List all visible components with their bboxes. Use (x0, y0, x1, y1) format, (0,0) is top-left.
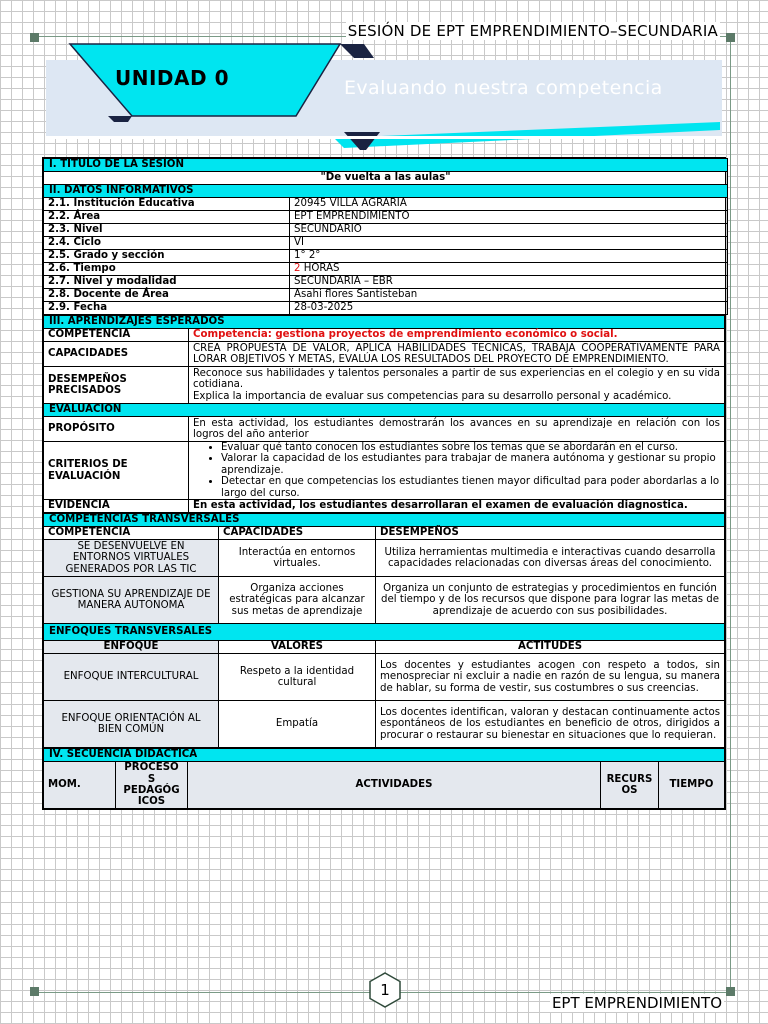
criterios-list (189, 442, 725, 500)
competencia-label: COMPETENCIA (44, 329, 189, 342)
section-secuencia-heading: IV. SECUENCIA DIDÁCTICA (44, 749, 725, 762)
corner-square (30, 33, 39, 42)
session-title: "De vuelta a las aulas" (44, 172, 728, 185)
unit-label: UNIDAD 0 (115, 66, 229, 90)
corner-square (726, 33, 735, 42)
row-value-area: EPT EMPRENDIMIENTO (290, 211, 728, 224)
secuencia-header-recursos: RECURS OS (600, 762, 658, 809)
row-value-grado: 1° 2° (290, 250, 728, 263)
unit-banner (44, 40, 724, 152)
trans-competencia-1: SE DESENVUELVE EN ENTORNOS VIRTUALES GENERADOS POR LAS TIC (44, 540, 219, 577)
page-number-hexagon (366, 971, 404, 1009)
row-label-area: 2.2. Área (44, 211, 290, 224)
capacidades-label: CAPACIDADES (44, 342, 189, 367)
secuencia-header-actividades: ACTIVIDADES (188, 762, 601, 809)
enfoque-valor-1: Respeto a la identidad cultural (219, 654, 376, 701)
proposito-value: En esta actividad, los estudiantes demostrarán los avances en su aprendizaje en relación con los logros del año anterior (189, 417, 725, 442)
row-label-ciclo: 2.4. Ciclo (44, 237, 290, 250)
competencia-value: Competencia: gestiona proyectos de emprendimiento económico o social. (189, 329, 725, 342)
proposito-label: PROPÓSITO (44, 417, 189, 442)
desempenos-label: DESEMPEÑOS PRECISADOS (44, 367, 189, 404)
trans-desempeno-2: Organiza un conjunto de estrategias y procedimientos en función del tiempo y de los recursos que dispone para lograr las metas de aprendizaje de acuerdo con sus posibilidades. (376, 577, 725, 624)
trans-header-capacidades: CAPACIDADES (219, 527, 376, 540)
secuencia-header-procesos: PROCESO S PEDAGÓG ICOS (116, 762, 188, 809)
secuencia-header-mom: MOM. (44, 762, 116, 809)
row-value-nivel: SECUNDARIO (290, 224, 728, 237)
criterios-label: CRITERIOS DE EVALUACIÓN (44, 442, 189, 500)
desempenos-value (189, 367, 725, 404)
desempeno-line-2: Explica la importancia de evaluar sus competencias para su desarrollo personal y académico. (193, 390, 672, 402)
row-label-institucion: 2.1. Institución Educativa (44, 198, 290, 211)
section-transversales-heading: COMPETENCIAS TRANSVERSALES (44, 514, 725, 527)
corner-square (30, 987, 39, 996)
enfoque-valor-2: Empatía (219, 701, 376, 748)
row-value-modalidad: SECUNDARIA – EBR (290, 276, 728, 289)
enfoque-name-1: ENFOQUE INTERCULTURAL (44, 654, 219, 701)
row-label-modalidad: 2.7. Nivel y modalidad (44, 276, 290, 289)
enfoque-name-2: ENFOQUE ORIENTACIÓN AL BIEN COMÚN (44, 701, 219, 748)
row-value-ciclo: VI (290, 237, 728, 250)
tiempo-unit: HORAS (300, 263, 340, 275)
row-value-institucion: 20945 VILLA AGRARIA (290, 198, 728, 211)
secuencia-header-tiempo: TIEMPO (658, 762, 724, 809)
enfoque-header-enfoque: ENFOQUE (44, 641, 219, 654)
capacidades-value: CREA PROPUESTA DE VALOR, APLICA HABILIDADES TECNICAS, TRABAJA COOPERATIVAMENTE PARA LORAR OBJETIVOS Y METAS, EVALÚA LOS RESULTADOS DEL PROYECTO DE EMPRENDIMIENTO. (189, 342, 725, 367)
row-value-fecha: 28-03-2025 (290, 302, 728, 315)
session-table (42, 157, 726, 810)
section-datos-heading: II. DATOS INFORMATIVOS (44, 185, 728, 198)
desempeno-line-1: Reconoce sus habilidades y talentos personales a partir de sus experiencias en el colegio y en su vida cotidiana. (193, 367, 720, 391)
criterio-item: • Detectar en que competencias los estudiantes tienen mayor dificultad para poder abordarlas a lo largo del curso. (221, 476, 720, 499)
section-enfoques-heading: ENFOQUES TRANSVERSALES (44, 624, 725, 641)
row-label-docente: 2.8. Docente de Área (44, 289, 290, 302)
section-evaluacion-heading: EVALUACION (44, 404, 725, 417)
evidencia-value: En esta actividad, los estudiantes desarrollaran el examen de evaluación diagnostica. (189, 500, 725, 513)
section-aprendizajes-heading: III. APRENDIZAJES ESPERADOS (44, 316, 725, 329)
banner-subtitle: Evaluando nuestra competencia (344, 77, 663, 99)
tiempo-number: 2 (294, 263, 301, 275)
trans-header-desempenos: DESEMPEÑOS (376, 527, 725, 540)
frame-line-right (730, 36, 731, 992)
row-value-docente: Asahi flores Santisteban (290, 289, 728, 302)
enfoque-header-actitudes: ACTITUDES (376, 641, 725, 654)
evidencia-label: EVIDENCIA (44, 500, 189, 513)
trans-competencia-2: GESTIONA SU APRENDIZAJE DE MANERA AUTONOMA (44, 577, 219, 624)
document-footer-title: EPT EMPRENDIMIENTO (551, 994, 722, 1012)
row-value-tiempo (290, 263, 728, 276)
trans-capacidad-1: Interactúa en entornos virtuales. (219, 540, 376, 577)
row-label-fecha: 2.9. Fecha (44, 302, 290, 315)
trans-header-competencia: COMPETENCIA (44, 527, 219, 540)
page-number: 1 (380, 981, 390, 999)
row-label-grado: 2.5. Grado y sección (44, 250, 290, 263)
criterio-item: • Valorar la capacidad de los estudiantes para trabajar de manera autónoma y gestionar su propio aprendizaje. (221, 453, 720, 476)
trans-desempeno-1: Utiliza herramientas multimedia e interactivas cuando desarrolla capacidades relacionadas con diversas áreas del conocimiento. (376, 540, 725, 577)
corner-square (726, 987, 735, 996)
trans-capacidad-2: Organiza acciones estratégicas para alcanzar sus metas de aprendizaje (219, 577, 376, 624)
enfoque-actitud-2: Los docentes identifican, valoran y destacan continuamente actos espontáneos de los estudiantes en beneficio de otros, dirigidos a procurar o restaurar su bienestar en situaciones que lo requieran. (376, 701, 725, 748)
criterio-item: • Evaluar qué tanto conocen los estudiantes sobre los temas que se abordarán en el curso. (221, 442, 720, 453)
row-label-nivel: 2.3. Nivel (44, 224, 290, 237)
row-label-tiempo: 2.6. Tiempo (44, 263, 290, 276)
section-title-heading: I. TÍTULO DE LA SESIÓN (44, 159, 728, 172)
enfoque-header-valores: VALORES (219, 641, 376, 654)
document-header-title: SESIÓN DE EPT EMPRENDIMIENTO–SECUNDARIA (347, 22, 718, 40)
enfoque-actitud-1: Los docentes y estudiantes acogen con respeto a todos, sin menospreciar ni excluir a nadie en razón de su lengua, su manera de hablar, su forma de vestir, sus costumbres o sus creencias. (376, 654, 725, 701)
